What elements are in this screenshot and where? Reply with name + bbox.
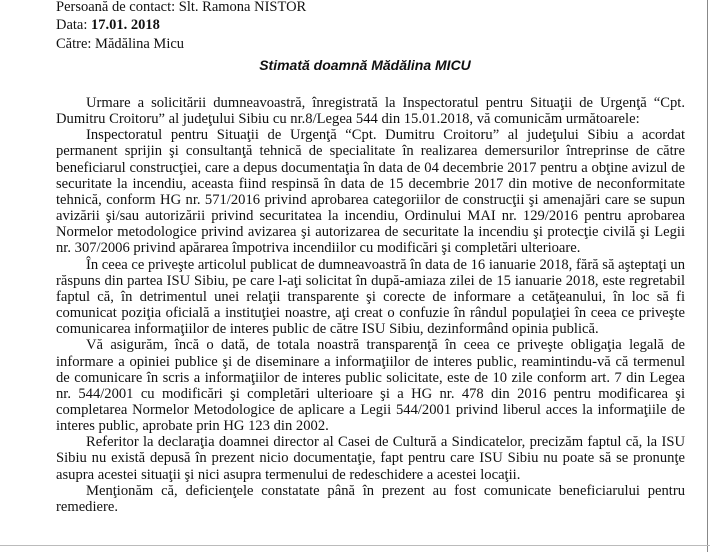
date-label: Data: — [56, 17, 92, 33]
recipient-line: Către: Mădălina Micu — [56, 36, 185, 52]
salutation: Stimată doamnă Mădălina MICU — [259, 57, 471, 73]
paragraph-support: Inspectoratul pentru Situaţii de Urgenţă “Cpt. Dumitru Croitoru” al judeţului Sibiu a acordat permanent sprijin şi consultanţă tehnică de specialitate în realizarea demersurilor întreprinse de către beneficiarul construcţiei, care a depus documentaţia în data de 04 decembrie 2017 pentru a obţine avizul de securitate la incendiu, aceasta fiind respinsă în data de 15 decembrie 2017 din motive de neconformitate tehnică, conform HG nr. 571/2016 privind aprobarea categoriilor de construcţii şi amenajări care se supun avizării şi/sau autorizării privind securitatea la incendiu, Ordinului MAI nr. 129/2016 pentru aprobarea Normelor metodologice privind avizarea şi autorizarea de securitate la incendiu şi protecţie civilă şi Legii nr. 307/2006 privind apărarea împotriva incendiilor cu modificări şi completări ulterioare. — [56, 127, 685, 257]
date-line — [56, 16, 160, 34]
page-edge-bottom — [0, 545, 710, 546]
letter-body — [56, 95, 685, 515]
page-edge-right — [707, 0, 708, 552]
paragraph-intro: Urmare a solicitării dumneavoastră, înregistrată la Inspectoratul pentru Situaţii de Urgenţă “Cpt. Dumitru Croitoru” al judeţului Sibiu cu nr.8/Legea 544 din 15.01.2018, vă comunicăm următoarele: — [56, 95, 685, 128]
paragraph-declaration: Referitor la declaraţia doamnei director al Casei de Cultură a Sindicatelor, precizăm faptul că, la ISU Sibiu nu există depusă în prezent nicio documentaţie, fapt pentru care ISU Sibiu nu poate să se pronunţe asupra acestei situaţii şi nici asupra termenului de redeschidere a acestei locaţii. — [56, 434, 685, 483]
paragraph-article: În ceea ce priveşte articolul publicat de dumneavoastră în data de 16 ianuarie 2018, fără să aşteptaţi un răspuns din partea ISU Sibiu, pe care l-aţi solicitat în după-amiaza zilei de 15 ianuarie 2018, este regretabil faptul că, în detrimentul unei relaţii transparente şi corecte de informare a cetăţeanului, în loc să fi comunicat poziţia oficială a instituţiei noastre, aţi creat o confuzie în rândul populaţiei în ceea ce priveşte comunicarea informaţiilor de interes public de către ISU Sibiu, dezinformând opinia publică. — [56, 256, 685, 338]
paragraph-transparency: Vă asigurăm, încă o dată, de totala noastră transparenţă în ceea ce priveşte obligaţia legală de informare a opiniei publice şi de diseminare a informaţiilor de interes public, reamintindu-vă că termenul de comunicare în scris a informaţiilor de interes public solicitate, este de 10 zile conform art. 7 din Legea nr. 544/2001 cu modificări şi completări ulterioare şi a HG nr. 478 din 2016 pentru modificarea şi completarea Normelor Metodologice de aplicare a Legii 544/2001 privind liberul acces la informaţiile de interes public, aprobate prin HG 123 din 2002. — [56, 337, 685, 435]
paragraph-deficiencies: Menţionăm că, deficienţele constatate până în prezent au fost comunicate beneficiarului pentru remediere. — [56, 482, 685, 515]
date-value: 17.01. 2018 — [91, 17, 160, 33]
contact-line: Persoană de contact: Slt. Ramona NISTOR — [56, 0, 307, 15]
